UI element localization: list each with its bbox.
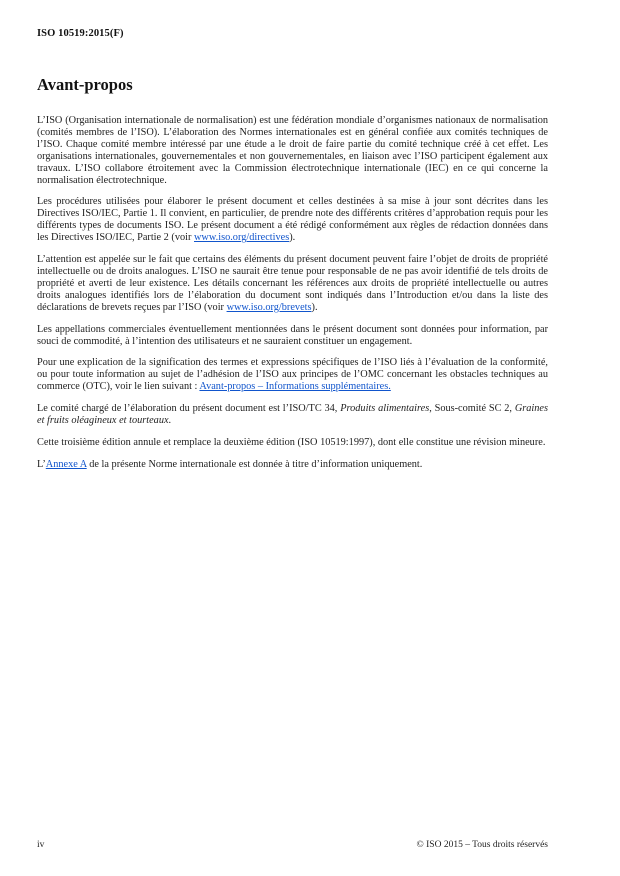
- text-segment: Le comité chargé de l’élaboration du présent document est l’ISO/TC 34,: [37, 403, 341, 415]
- page-footer: [37, 840, 548, 850]
- page-title: Avant-propos: [37, 75, 133, 94]
- text-segment: ).: [311, 301, 318, 313]
- paragraph-wto-tbt: [37, 357, 548, 393]
- text-segment: , Sous-comité SC 2,: [429, 403, 515, 415]
- text-segment: L’ISO (Organisation internationale de normalisation) est une fédération mondiale d’organismes nationaux de normalisation (comités membres de l’ISO). L’élaboration des Normes internationales est en général confiée aux comités techniques de l’ISO. Chaque comité membre intéressé par une étude a le droit de faire partie du comité technique créé à cet effet. Les organisations internationales, gouvernementales et non gouvernementales, en liaison avec l’ISO participent également aux travaux. L’ISO collabore étroitement avec la Commission électrotechnique internationale (IEC) en ce qui concerne la normalisation électrotechnique.: [37, 115, 548, 186]
- paragraph-federation: [37, 115, 548, 186]
- text-segment: ).: [289, 232, 296, 244]
- committee-name-italic: Produits alimentaires: [340, 403, 430, 415]
- paragraph-procedures: [37, 196, 548, 244]
- text-segment: L’attention est appelée sur le fait que certains des éléments du présent document peuvent faire l’objet de droits de propriété intellectuelle ou de droits analogues. L’ISO ne saurait être tenue pour responsable de ne pas avoir identifié de tels droits de propriété et averti de leur existence. Les détails concernant les références aux droits de propriété intellectuelle ou autres droits analogues identifiés lors de l’élaboration du document sont indiqués dans l’Introduction et/ou dans la liste des déclarations de brevets reçues par l’ISO (voir: [37, 254, 548, 313]
- paragraph-edition: [37, 437, 548, 449]
- running-header: ISO 10519:2015(F): [37, 28, 124, 39]
- copyright-notice: © ISO 2015 – Tous droits réservés: [416, 840, 548, 850]
- link-iso-brevets[interactable]: www.iso.org/brevets: [226, 301, 312, 313]
- paragraph-annex: [37, 459, 548, 471]
- text-segment: Les procédures utilisées pour élaborer le présent document et celles destinées à sa mise à jour sont décrites dans les Directives ISO/IEC, Partie 1. Il convient, en particulier, de prendre note des différents critères d’approbation requis pour les différents types de documents ISO. Le présent document a été rédigé conformément aux règles de rédaction données dans les Directives ISO/IEC, Partie 2 (voir: [37, 196, 548, 244]
- link-iso-directives[interactable]: www.iso.org/directives: [194, 232, 290, 244]
- text-segment: de la présente Norme internationale est donnée à titre d’information uniquement.: [86, 458, 423, 470]
- paragraph-trade-names: [37, 324, 548, 348]
- paragraph-patent-rights: [37, 254, 548, 314]
- text-segment: L’: [37, 458, 46, 470]
- link-foreword-supplementary-info[interactable]: Avant-propos – Informations supplémentaires.: [199, 381, 391, 393]
- page-number: iv: [37, 840, 45, 850]
- text-segment: Cette troisième édition annule et remplace la deuxième édition (ISO 10519:1997), dont elle constitue une révision mineure.: [37, 436, 546, 448]
- text-segment: Pour une explication de la signification des termes et expressions spécifiques de l’ISO liés à l’évaluation de la conformité, ou pour toute information au sujet de l’adhésion de l’ISO aux principes de l’OMC concernant les obstacles techniques au commerce (OTC), voir le lien suivant :: [37, 357, 548, 393]
- body-text: [37, 115, 548, 471]
- paragraph-committee: [37, 403, 548, 427]
- text-segment: .: [168, 415, 172, 427]
- text-segment: Les appellations commerciales éventuellement mentionnées dans le présent document sont données pour information, par souci de commodité, à l’intention des utilisateurs et ne sauraient constituer un engagement.: [37, 323, 548, 347]
- link-annexe-a[interactable]: Annexe A: [45, 458, 87, 470]
- subcommittee-name-italic: Graines et fruits oléagineux et tourteaux: [37, 403, 548, 427]
